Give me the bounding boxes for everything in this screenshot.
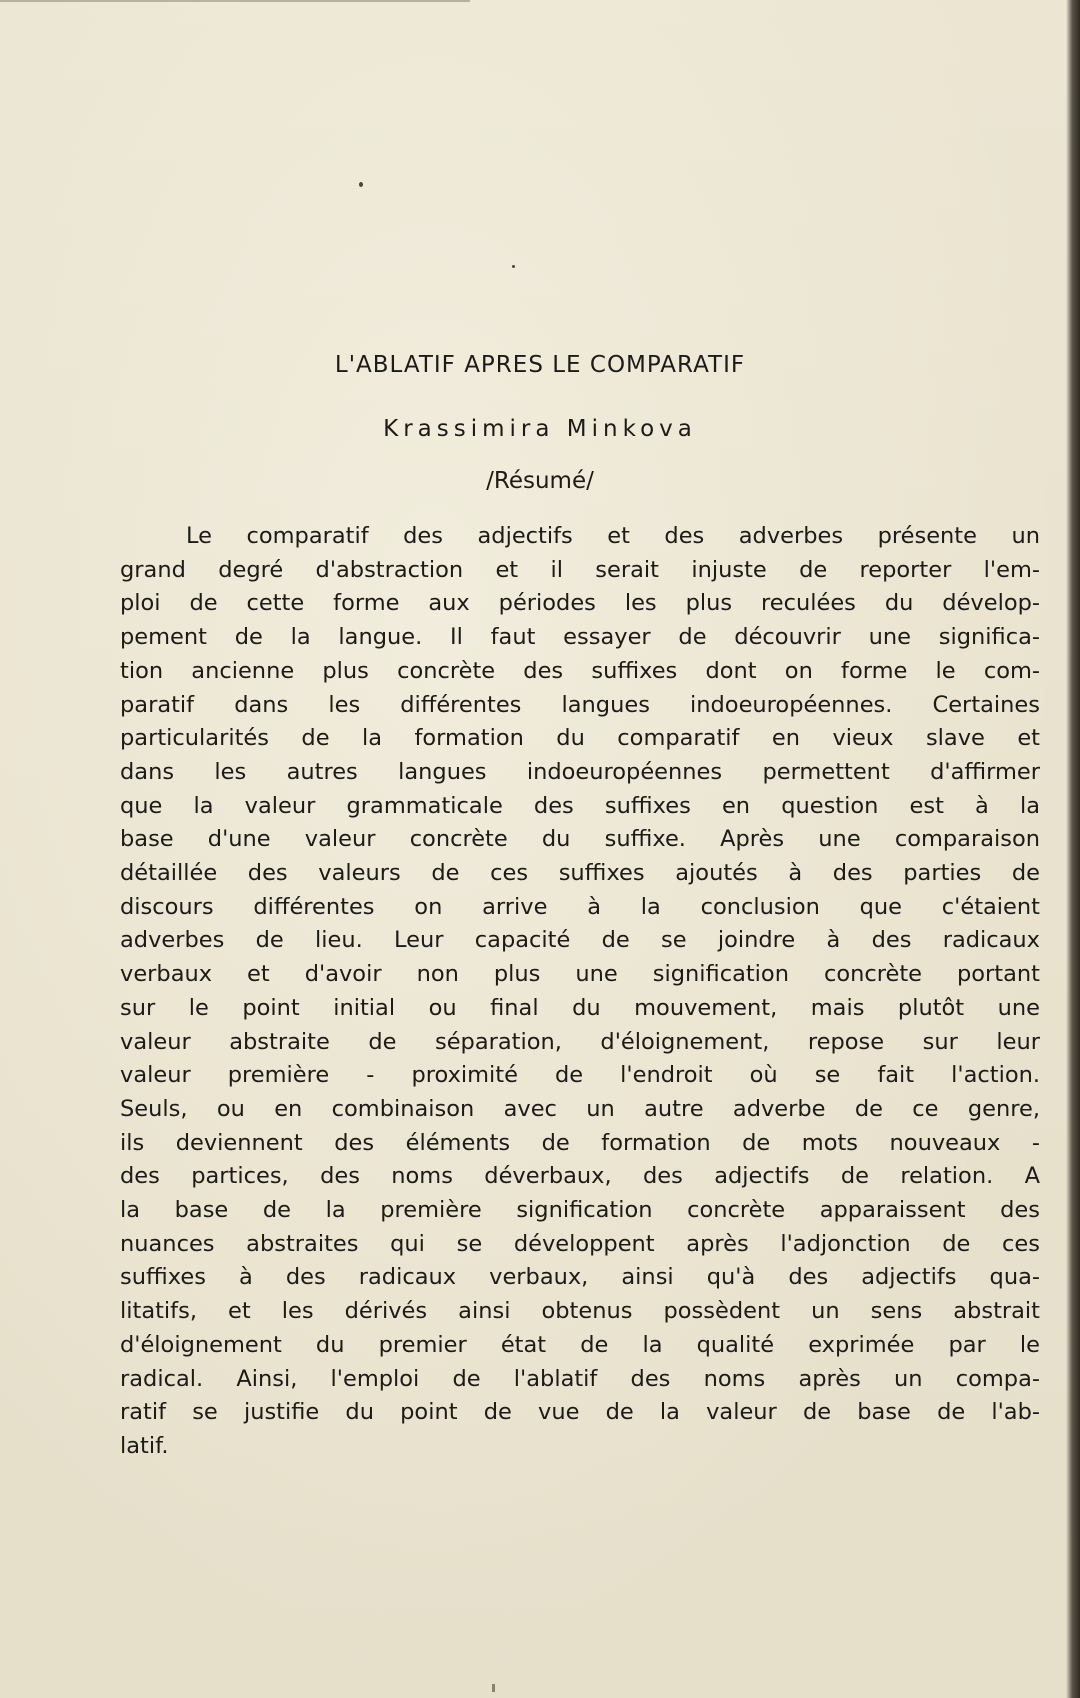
page-binding-edge — [1066, 0, 1080, 1698]
text-line: ils deviennent des éléments de formation de mots nouveaux - — [120, 1129, 1040, 1156]
text-line: pement de la langue. Il faut essayer de découvrir une significa- — [120, 624, 1040, 651]
text-line: grand degré d'abstraction et il serait injuste de reporter l'em- — [120, 556, 1040, 583]
summary-paragraph — [120, 520, 1040, 1464]
article-subtitle: /Résumé/ — [486, 468, 594, 494]
text-line: nuances abstraites qui se développent après l'adjonction de ces — [120, 1230, 1040, 1257]
text-line: tion ancienne plus concrète des suffixes dont on forme le com- — [120, 657, 1040, 684]
text-line: d'éloignement du premier état de la qualité exprimée par le — [120, 1331, 1040, 1358]
text-line: sur le point initial ou final du mouvement, mais plutôt une — [120, 994, 1040, 1021]
text-line: que la valeur grammaticale des suffixes en question est à la — [120, 792, 1040, 819]
text-line: radical. Ainsi, l'emploi de l'ablatif des noms après un compa- — [120, 1365, 1040, 1392]
text-line: valeur abstraite de séparation, d'éloignement, repose sur leur — [120, 1028, 1040, 1055]
text-line: discours différentes on arrive à la conclusion que c'étaient — [120, 893, 1040, 920]
text-line: Le comparatif des adjectifs et des adverbes présente un — [186, 523, 1040, 549]
text-line: particularités de la formation du comparatif en vieux slave et — [120, 725, 1040, 752]
ink-speck — [359, 182, 363, 187]
text-line: dans les autres langues indoeuropéennes permettent d'affirmer — [120, 758, 1040, 785]
text-line: litatifs, et les dérivés ainsi obtenus possèdent un sens abstrait — [120, 1298, 1040, 1325]
text-line: ratif se justifie du point de vue de la valeur de base de l'ab- — [120, 1399, 1040, 1426]
text-line: ploi de cette forme aux périodes les plus reculées du dévelop- — [120, 590, 1040, 617]
bottom-mark — [492, 1684, 495, 1692]
text-line: la base de la première signification concrète apparaissent des — [120, 1197, 1040, 1224]
text-line: valeur première - proximité de l'endroit où se fait l'action. — [120, 1062, 1040, 1089]
text-line: suffixes à des radicaux verbaux, ainsi qu'à des adjectifs qua- — [120, 1264, 1040, 1291]
text-line: détaillée des valeurs de ces suffixes ajoutés à des parties de — [120, 860, 1040, 887]
text-line: paratif dans les différentes langues indoeuropéennes. Certaines — [120, 691, 1040, 718]
text-line: Seuls, ou en combinaison avec un autre adverbe de ce genre, — [120, 1095, 1040, 1122]
text-line: des partices, des noms déverbaux, des adjectifs de relation. A — [120, 1163, 1040, 1190]
top-edge-line — [0, 0, 470, 2]
article-author: Krassimira Minkova — [383, 416, 697, 442]
text-line: verbaux et d'avoir non plus une signification concrète portant — [120, 961, 1040, 988]
text-line: base d'une valeur concrète du suffixe. Après une comparaison — [120, 826, 1040, 853]
text-line: adverbes de lieu. Leur capacité de se joindre à des radicaux — [120, 927, 1040, 954]
article-title: L'ABLATIF APRES LE COMPARATIF — [334, 352, 746, 378]
text-line: latif. — [120, 1432, 169, 1459]
ink-speck — [512, 265, 515, 268]
